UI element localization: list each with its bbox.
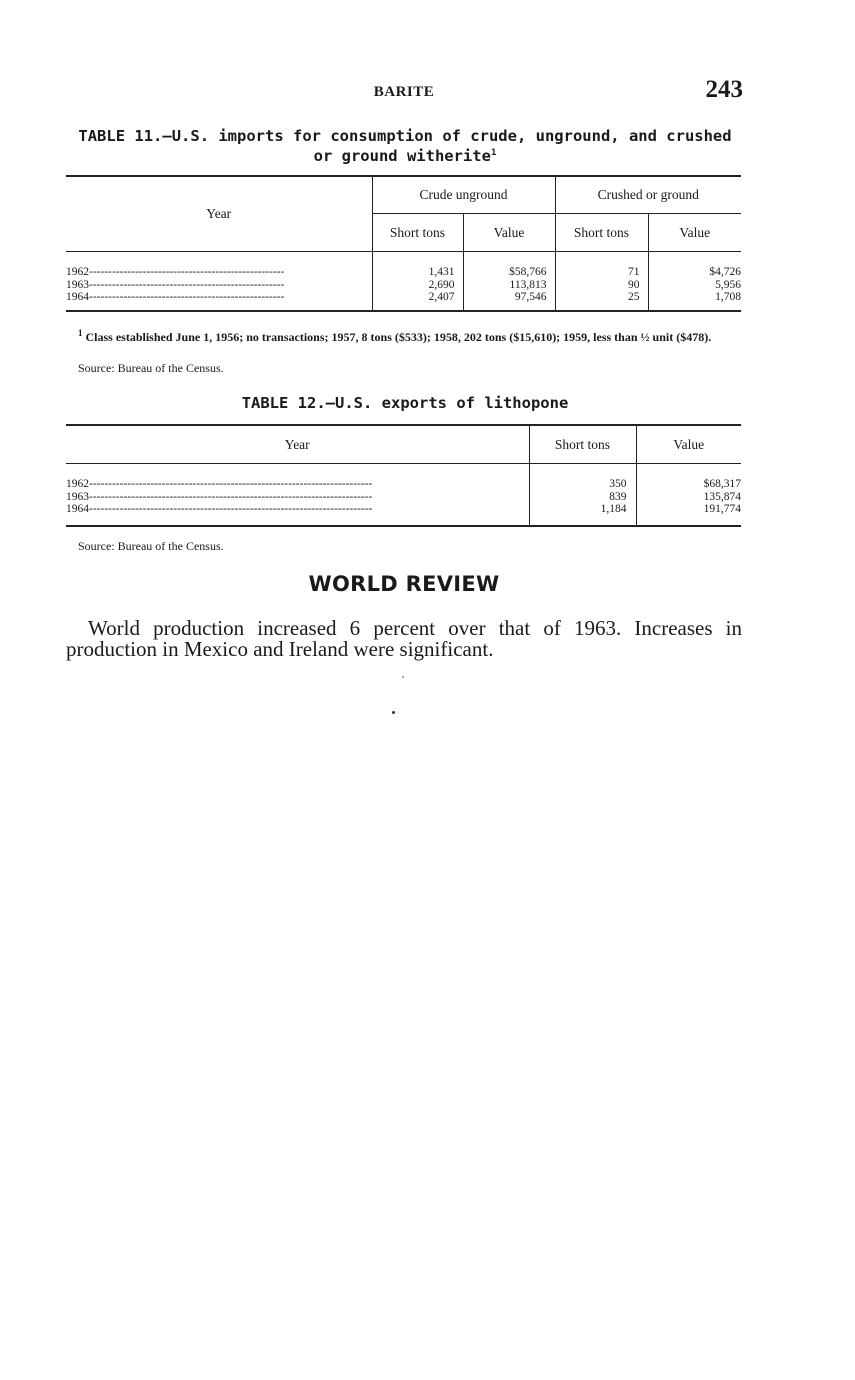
table-row bbox=[66, 252, 741, 279]
dot-leader: --------------------------------------------------- bbox=[89, 278, 285, 291]
table-12-year-value: 1962 bbox=[66, 478, 89, 490]
table-11-cell: 113,813 bbox=[463, 279, 555, 292]
table-12-cell: 1,184 bbox=[529, 503, 636, 526]
table-row bbox=[66, 491, 741, 504]
table-12-year-cell bbox=[66, 503, 529, 526]
section-heading: WORLD REVIEW bbox=[308, 572, 500, 596]
table-12-column-header: Value bbox=[636, 425, 741, 464]
table-11-year-value: 1964 bbox=[66, 291, 89, 303]
scan-speck bbox=[392, 711, 395, 714]
table-12-cell: 839 bbox=[529, 491, 636, 504]
page-number: 243 bbox=[705, 76, 743, 103]
table-11-group-header: Crude unground bbox=[372, 176, 555, 214]
dot-leader: --------------------------------------------------- bbox=[89, 266, 285, 278]
table-12-cell: 350 bbox=[529, 464, 636, 491]
table-11-year-cell bbox=[66, 252, 372, 279]
scan-speck bbox=[402, 676, 404, 678]
table-11-column-header: Short tons bbox=[555, 214, 648, 252]
running-head: BARITE bbox=[373, 84, 435, 100]
table-11-column-header: Short tons bbox=[372, 214, 463, 252]
table-11-footnote bbox=[66, 327, 742, 345]
table-12-column-header: Short tons bbox=[529, 425, 636, 464]
table-11-year-value: 1963 bbox=[66, 278, 89, 291]
table-12-column-header: Year bbox=[66, 425, 529, 464]
table-11-footnote-mark: 1 bbox=[78, 328, 83, 338]
table-row bbox=[66, 503, 741, 526]
table-12-year-cell bbox=[66, 464, 529, 491]
table-11-year-cell bbox=[66, 291, 372, 311]
body-paragraph: World production increased 6 percent over that of 1963. Increases in production in Mexico and Ireland were significant. bbox=[66, 616, 742, 661]
table-row bbox=[66, 291, 741, 311]
table-11-cell: 1,708 bbox=[648, 291, 741, 311]
dot-leader: -------------------------------------------------------------------------- bbox=[89, 503, 373, 515]
table-12-cell: $68,317 bbox=[636, 464, 741, 491]
table-11-title bbox=[66, 128, 744, 165]
table-11-cell: 5,956 bbox=[648, 279, 741, 292]
dot-leader: --------------------------------------------------- bbox=[89, 291, 285, 303]
table-12-cell: 135,874 bbox=[636, 491, 741, 504]
table-12-title: TABLE 12.—U.S. exports of lithopone bbox=[241, 394, 569, 412]
table-11-cell: 2,690 bbox=[372, 279, 463, 292]
table-12 bbox=[66, 424, 741, 527]
table-11-title-footnote-mark: 1 bbox=[490, 148, 497, 158]
dot-leader: -------------------------------------------------------------------------- bbox=[89, 490, 373, 503]
table-12-year-cell bbox=[66, 491, 529, 504]
table-11-column-header: Value bbox=[463, 214, 555, 252]
table-11-year-value: 1962 bbox=[66, 266, 89, 278]
table-11-cell: 1,431 bbox=[372, 252, 463, 279]
table-11-group-header: Crushed or ground bbox=[555, 176, 741, 214]
table-11-cell: $58,766 bbox=[463, 252, 555, 279]
table-11-cell: $4,726 bbox=[648, 252, 741, 279]
table-11-column-header: Value bbox=[648, 214, 741, 252]
table-row bbox=[66, 279, 741, 292]
table-11-footnote-text: Class established June 1, 1956; no transactions; 1957, 8 tons ($533); 1958, 202 tons ($15,610); 1959, less than ½ unit ($478). bbox=[85, 330, 712, 344]
table-11-cell: 90 bbox=[555, 279, 648, 292]
table-11-year-cell bbox=[66, 279, 372, 292]
table-11-year-header: Year bbox=[66, 176, 372, 252]
dot-leader: -------------------------------------------------------------------------- bbox=[89, 478, 373, 490]
table-11-title-text: TABLE 11.—U.S. imports for consumption of crude, unground, and crushed or ground witherite bbox=[78, 127, 732, 166]
table-row bbox=[66, 464, 741, 491]
table-11-cell: 71 bbox=[555, 252, 648, 279]
table-11-cell: 25 bbox=[555, 291, 648, 311]
table-12-year-value: 1963 bbox=[66, 490, 89, 503]
table-12-year-value: 1964 bbox=[66, 503, 89, 515]
table-12-cell: 191,774 bbox=[636, 503, 741, 526]
table-12-source: Source: Bureau of the Census. bbox=[78, 539, 224, 553]
table-11-cell: 97,546 bbox=[463, 291, 555, 311]
table-11-source: Source: Bureau of the Census. bbox=[78, 361, 224, 375]
table-11-cell: 2,407 bbox=[372, 291, 463, 311]
table-11 bbox=[66, 175, 741, 312]
